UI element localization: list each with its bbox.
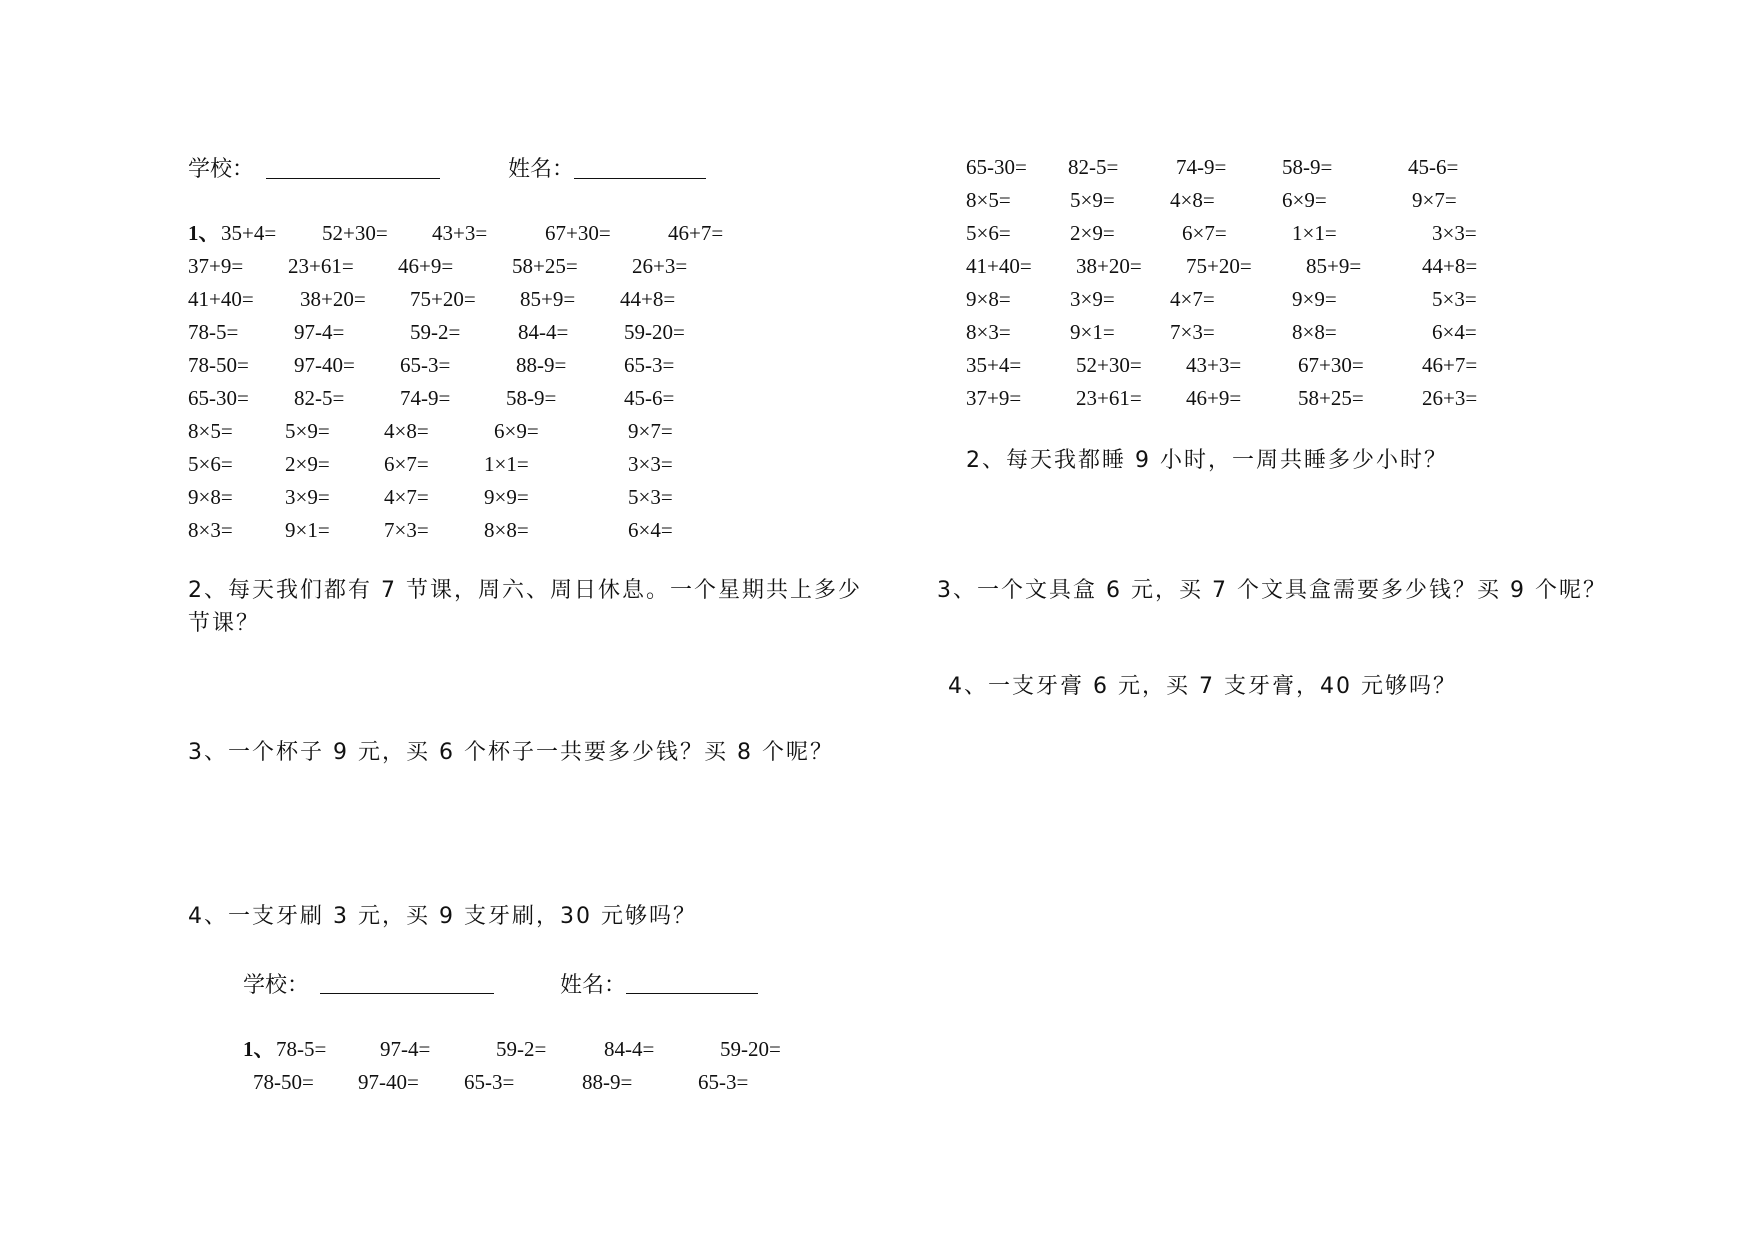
arithmetic-expression: 43+3= <box>1186 353 1242 377</box>
arithmetic-expression: 59-2= <box>496 1037 547 1061</box>
arithmetic-expression: 3×9= <box>1070 287 1115 311</box>
arithmetic-expression: 82-5= <box>1068 155 1119 179</box>
arithmetic-expression: 43+3= <box>432 221 488 245</box>
left-problem-3: 3、一个杯子 9 元，买 6 个杯子一共要多少钱？买 8 个呢？ <box>188 740 834 765</box>
arithmetic-expression: 1×1= <box>1292 221 1337 245</box>
arithmetic-expression: 82-5= <box>294 386 345 410</box>
arithmetic-expression: 85+9= <box>520 287 576 311</box>
arithmetic-expression: 2×9= <box>1070 221 1115 245</box>
arithmetic-expression: 65-3= <box>400 353 451 377</box>
arithmetic-expression: 5×6= <box>966 221 1011 245</box>
arithmetic-expression: 44+8= <box>1422 254 1478 278</box>
arithmetic-expression: 38+20= <box>300 287 366 311</box>
arithmetic-expression: 23+61= <box>1076 386 1142 410</box>
arithmetic-expression: 41+40= <box>966 254 1032 278</box>
arithmetic-expression: 78-50= <box>253 1070 314 1094</box>
arithmetic-expression: 59-20= <box>624 320 685 344</box>
arithmetic-expression: 97-4= <box>380 1037 431 1061</box>
arithmetic-expression: 84-4= <box>604 1037 655 1061</box>
arithmetic-expression: 9×1= <box>285 518 330 542</box>
arithmetic-expression: 35+4= <box>966 353 1022 377</box>
arithmetic-expression: 6×7= <box>1182 221 1227 245</box>
arithmetic-expression: 4×8= <box>1170 188 1215 212</box>
arithmetic-expression: 58+25= <box>1298 386 1364 410</box>
arithmetic-expression: 97-40= <box>358 1070 419 1094</box>
arithmetic-expression: 41+40= <box>188 287 254 311</box>
arithmetic-expression: 35+4= <box>221 221 277 245</box>
arithmetic-expression: 5×3= <box>1432 287 1477 311</box>
arithmetic-expression: 5×3= <box>628 485 673 509</box>
arithmetic-expression: 6×9= <box>1282 188 1327 212</box>
arithmetic-expression: 3×3= <box>1432 221 1477 245</box>
lower-school-blank-line <box>320 993 494 994</box>
arithmetic-expression: 65-3= <box>624 353 675 377</box>
lower-name-blank-line <box>626 993 758 994</box>
arithmetic-expression: 9×7= <box>628 419 673 443</box>
lower-name-label: 姓名： <box>560 972 627 997</box>
arithmetic-expression: 9×9= <box>484 485 529 509</box>
arithmetic-expression: 3×3= <box>628 452 673 476</box>
arithmetic-expression: 74-9= <box>1176 155 1227 179</box>
arithmetic-expression: 59-2= <box>410 320 461 344</box>
arithmetic-expression: 5×6= <box>188 452 233 476</box>
right-problem-4: 4、一支牙膏 6 元，买 7 支牙膏，40 元够吗？ <box>948 674 1457 699</box>
arithmetic-expression: 74-9= <box>400 386 451 410</box>
arithmetic-expression: 78-5= <box>188 320 239 344</box>
arithmetic-expression: 6×9= <box>494 419 539 443</box>
arithmetic-expression: 8×5= <box>188 419 233 443</box>
arithmetic-expression: 2×9= <box>285 452 330 476</box>
arithmetic-expression: 5×9= <box>1070 188 1115 212</box>
arithmetic-expression: 6×4= <box>1432 320 1477 344</box>
lower-school-label: 学校： <box>243 972 310 997</box>
arithmetic-expression: 4×7= <box>1170 287 1215 311</box>
arithmetic-expression: 46+7= <box>1422 353 1478 377</box>
arithmetic-expression: 8×3= <box>966 320 1011 344</box>
arithmetic-expression: 9×7= <box>1412 188 1457 212</box>
arithmetic-expression: 38+20= <box>1076 254 1142 278</box>
arithmetic-expression: 45-6= <box>624 386 675 410</box>
arithmetic-expression: 75+20= <box>410 287 476 311</box>
arithmetic-expression: 65-3= <box>698 1070 749 1094</box>
arithmetic-expression: 97-4= <box>294 320 345 344</box>
arithmetic-expression: 58-9= <box>1282 155 1333 179</box>
arithmetic-expression: 97-40= <box>294 353 355 377</box>
arithmetic-expression: 8×8= <box>1292 320 1337 344</box>
arithmetic-expression: 78-5= <box>276 1037 327 1061</box>
arithmetic-expression: 4×8= <box>384 419 429 443</box>
school-label: 学校： <box>188 156 255 181</box>
arithmetic-expression: 5×9= <box>285 419 330 443</box>
arithmetic-expression: 1×1= <box>484 452 529 476</box>
arithmetic-expression: 58-9= <box>506 386 557 410</box>
arithmetic-expression: 9×1= <box>1070 320 1115 344</box>
arithmetic-expression: 67+30= <box>545 221 611 245</box>
arithmetic-expression: 58+25= <box>512 254 578 278</box>
arithmetic-expression: 6×4= <box>628 518 673 542</box>
arithmetic-expression: 88-9= <box>516 353 567 377</box>
arithmetic-expression: 65-30= <box>188 386 249 410</box>
arithmetic-expression: 6×7= <box>384 452 429 476</box>
arithmetic-expression: 75+20= <box>1186 254 1252 278</box>
arithmetic-expression: 9×9= <box>1292 287 1337 311</box>
arithmetic-expression: 8×8= <box>484 518 529 542</box>
arithmetic-expression: 9×8= <box>966 287 1011 311</box>
arithmetic-expression: 84-4= <box>518 320 569 344</box>
arithmetic-expression: 8×5= <box>966 188 1011 212</box>
arithmetic-expression: 59-20= <box>720 1037 781 1061</box>
section1-number: 1、 <box>188 221 220 245</box>
arithmetic-expression: 4×7= <box>384 485 429 509</box>
arithmetic-expression: 46+9= <box>398 254 454 278</box>
arithmetic-expression: 52+30= <box>322 221 388 245</box>
arithmetic-expression: 44+8= <box>620 287 676 311</box>
arithmetic-expression: 8×3= <box>188 518 233 542</box>
name-label: 姓名： <box>508 156 575 181</box>
arithmetic-expression: 23+61= <box>288 254 354 278</box>
left-problem-4: 4、一支牙刷 3 元，买 9 支牙刷，30 元够吗？ <box>188 904 697 929</box>
arithmetic-expression: 3×9= <box>285 485 330 509</box>
arithmetic-expression: 85+9= <box>1306 254 1362 278</box>
name-blank-line <box>574 178 706 179</box>
arithmetic-expression: 45-6= <box>1408 155 1459 179</box>
right-problem-3: 3、一个文具盒 6 元，买 7 个文具盒需要多少钱？买 9 个呢？ <box>937 578 1607 603</box>
arithmetic-expression: 78-50= <box>188 353 249 377</box>
arithmetic-expression: 65-30= <box>966 155 1027 179</box>
arithmetic-expression: 46+7= <box>668 221 724 245</box>
arithmetic-expression: 65-3= <box>464 1070 515 1094</box>
arithmetic-expression: 46+9= <box>1186 386 1242 410</box>
arithmetic-expression: 88-9= <box>582 1070 633 1094</box>
arithmetic-expression: 37+9= <box>966 386 1022 410</box>
arithmetic-expression: 52+30= <box>1076 353 1142 377</box>
arithmetic-expression: 7×3= <box>384 518 429 542</box>
school-blank-line <box>266 178 440 179</box>
arithmetic-expression: 7×3= <box>1170 320 1215 344</box>
arithmetic-expression: 26+3= <box>1422 386 1478 410</box>
arithmetic-expression: 37+9= <box>188 254 244 278</box>
arithmetic-expression: 67+30= <box>1298 353 1364 377</box>
arithmetic-expression: 26+3= <box>632 254 688 278</box>
arithmetic-expression: 9×8= <box>188 485 233 509</box>
left-problem-2: 2、每天我们都有 7 节课，周六、周日休息。一个星期共上多少节课？ <box>188 578 862 636</box>
lower-section1-number: 1、 <box>243 1037 275 1061</box>
right-problem-2: 2、每天我都睡 9 小时，一周共睡多少小时？ <box>966 448 1448 473</box>
